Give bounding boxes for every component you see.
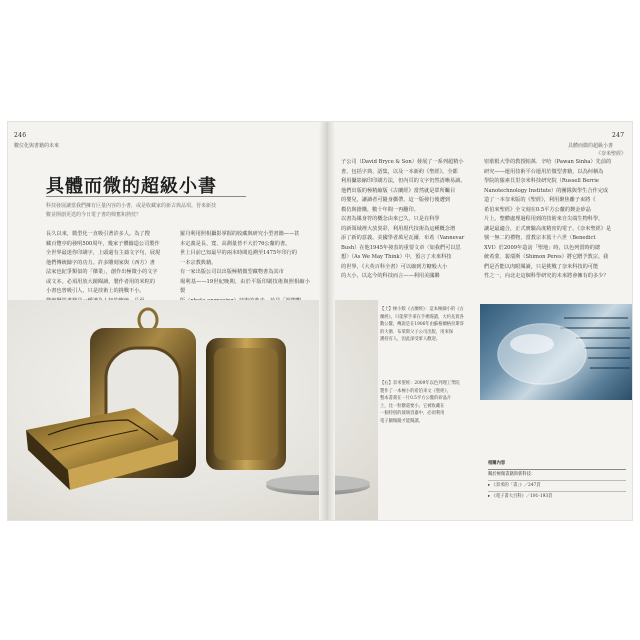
lead-line: 數並開創更迭的今日電子書的興奮和熱忱？ <box>46 212 142 218</box>
lead-line: 科技發展讓當我們擁有巨量內容的小書，或是收藏家的新古典品項。晉來新技 <box>46 203 217 209</box>
right-page-number: 247 <box>612 132 625 139</box>
body-line: 片上。整體處理過程用到的技術來自尖端生物科學， <box>484 216 604 222</box>
page-title: 具體而微的超級小書 <box>46 176 217 197</box>
related-heading: 相關內容 <box>488 461 506 466</box>
right-body-column-1 <box>341 158 475 286</box>
body-line: 造了一本奈米版的《聖經》，利用聚焦離子束將《 <box>484 197 596 203</box>
book-gutter <box>319 122 335 520</box>
right-running-head: 具體而微的超級小書 <box>568 143 614 149</box>
caption-line: 的大衛．布萊斯父子公司出版，用來保 <box>380 329 454 335</box>
related-content-box <box>488 460 626 501</box>
body-line: 小書也曾吸引人，只是技術上的挑戰不小。 <box>46 288 145 294</box>
body-line: 羅丹利用照相攝影掌握的收藏與研究小型書籍——甚 <box>180 231 300 237</box>
related-item[interactable]: ▸ 《電子書大百科》／191-193頁 <box>488 494 553 499</box>
caption-line: 蘭經》，只能單手拿在手裡閱讀，大約長寬各 <box>380 314 464 320</box>
body-line: 統希蒙．裴瑞斯（Shimon Peres）將它贈予教宗。我 <box>484 254 609 260</box>
body-line: 想〉（As We May Think）中，預言了未來科技 <box>341 254 452 260</box>
left-page-number: 246 <box>14 132 27 139</box>
caption-line: 數公釐，傳說是在1906年由蘇格蘭格拉斯哥 <box>380 322 464 327</box>
body-line: 的新領域裡大放異彩，利用現代技術為這種概念增 <box>341 225 456 232</box>
body-line: 法家也紀爭類似的「傑業」，創作出極微小的文字 <box>46 269 158 275</box>
body-line: 他們傳統鑄字的功力。許多雕刻家與（西方）書 <box>46 259 155 266</box>
body-line: 場利基——19世紀晚期，由於平版印刷技術與照相縮小製 <box>180 278 310 294</box>
body-line: 學院的羅素貝里奈米科技研究院（Russell Berrie <box>484 178 599 184</box>
related-item-label: 《奈米的「書」》／247頁 <box>491 483 541 488</box>
caption-line: 電子顯微鏡才能閱讀。 <box>380 418 423 424</box>
locket-ring <box>139 309 157 331</box>
caption-top <box>380 306 476 348</box>
caption-line: 【右】奈米聖經：2009年以色列理工學院 <box>380 381 460 386</box>
body-line: 書，包括字典、語集，以及一本新約《聖經》。全都 <box>341 168 458 175</box>
body-line: 子公司（David Bryce & Son）發展了一系列超精小 <box>341 159 464 165</box>
related-item[interactable]: ▸ 《奈米的「書」》／247頁 <box>488 483 541 488</box>
body-line: 或文本。必須用放大鏡閱讀，製作者用的米粒的 <box>46 278 155 285</box>
caption-line: 上，比一粒糖還要小。它被收藏在 <box>380 403 445 409</box>
related-rule <box>488 480 626 481</box>
body-line: 一本宗教典籍。 <box>180 259 217 266</box>
body-line: 性之一，向北走這個科學研究的未來將會擁有的多少？ <box>484 273 609 279</box>
right-body-column-2 <box>484 158 626 286</box>
right-running-subhead: 《奈米聖經》 <box>596 151 627 157</box>
body-line: 全世界最迷你印刷字，上頭還有主禱文字句，展現 <box>46 250 161 256</box>
related-rule <box>488 469 626 470</box>
nano-bible-illustration <box>480 304 632 400</box>
left-body-column-2 <box>180 230 310 310</box>
left-body-column-1 <box>46 230 171 310</box>
related-item-label: 《電子書大百科》／191-193頁 <box>491 494 553 499</box>
body-line: 希伯來聖經》全文刻在0.5平方公釐的鍍金矽晶 <box>484 206 591 213</box>
body-line: 讓是最適合，正式實驗高度精密的電子。《奈米聖經》是 <box>484 225 612 232</box>
caption-line: 製作了一本極小的希伯來文《聖經》， <box>380 388 451 394</box>
coin-face <box>266 475 370 491</box>
lead-paragraph <box>46 202 286 220</box>
caption-line: 一個特別的玻璃容器中，必須利用 <box>380 411 445 416</box>
book-spread <box>8 122 632 520</box>
body-line: 添了新的意義。美國學者萬尼瓦爾．布希（Vannevar <box>341 235 465 241</box>
body-line: 長久以來，微型化一直吸引著許多人。為了搜 <box>46 231 150 237</box>
related-lead: 關於極微書籍與新科技： <box>488 472 536 477</box>
nano-bible-photo <box>480 304 632 400</box>
body-line: 研究——運用技術平台運用於微型書籍，以為何稱為 <box>484 168 604 175</box>
body-line: 以書為媒身符的概念由來已久，只是在科學 <box>341 216 440 222</box>
body-line: 們是否能以肉眼閱讀，只是挑戰了奈米科技的可能 <box>484 263 599 270</box>
title-rule <box>46 196 246 197</box>
body-line: 本定義是長、寬、高測量皆不大於76公釐的書。 <box>180 240 291 247</box>
body-line: 號一無二的禮物，當教宗本篤十六世（Benedict <box>484 235 596 241</box>
caption-line: 護持有人，因此深受軍人歡迎。 <box>380 337 441 342</box>
caption-line: 整本書刻在一片0.5平方公釐的矽晶片 <box>380 396 452 401</box>
body-line: 他們出版的極精縮版《古蘭經》當然就是眾所矚目 <box>341 187 456 194</box>
glass-chip <box>498 324 586 384</box>
body-line: 的大小，以迄今的科技而言——利用美國聯 <box>341 273 440 279</box>
glass-highlight <box>510 334 554 354</box>
body-line: 利用攝影縮印印刷方法，但內頁的文字仍然清晰易讀。 <box>341 178 466 184</box>
body-line: XVI）於2009年造訪「聖地」時，以色列當時的總 <box>484 244 601 251</box>
body-line: 模仿與搶購，數十年間一再翻印。 <box>341 206 419 213</box>
body-line: 藏百覽亭的發明500周年，幾家子體鑄造公司製作 <box>46 240 160 247</box>
locket-lid-inner <box>214 348 278 460</box>
body-line: 的嬰兒，讓讀者可隨身攜帶。這一版發行後遭到 <box>341 197 450 203</box>
body-line: 密歇根大學的教授帕萬．辛哈（Pawan Sinha）先前的 <box>484 159 612 165</box>
body-line: 世上目前已知最早的兩本時間追溯至1475年印行的 <box>180 250 297 256</box>
caption-line: 【上】極小版《古蘭經》：這本極細小的《古 <box>380 307 464 312</box>
body-line: Bush）在他1945年發表的重要文章〈如我們可以思 <box>341 244 461 251</box>
body-line: 的世界，《大英百科全書》可以縮到方糖般大小 <box>341 263 448 270</box>
caption-bottom <box>380 380 476 430</box>
left-running-head: 數位化與書籍的未來 <box>14 143 60 149</box>
body-line: Nanotechnology Institute）的團隊與學生合作完成 <box>484 187 609 194</box>
body-line: 有一家出版公司以出版極精微型藏物書為其市 <box>180 269 284 275</box>
related-rule <box>488 491 626 492</box>
